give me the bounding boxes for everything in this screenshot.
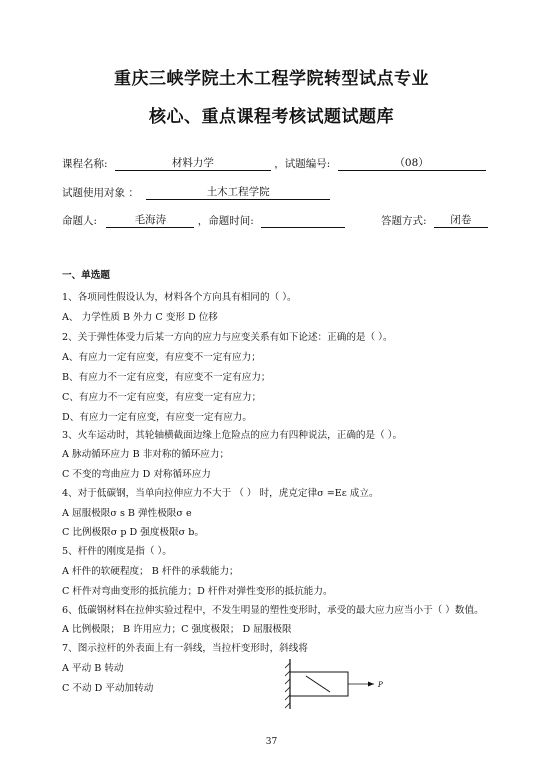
question-line: B、有应力不一定有应变，有应变不一定有应力； — [62, 372, 271, 383]
title-line-1: 重庆三峡学院土木工程学院转型试点专业 — [114, 69, 429, 89]
fixed-support — [285, 659, 290, 709]
question-line: D、有应力一定有应变，有应变一定有应力。 — [62, 412, 252, 423]
exam-no-label: ，试题编号: — [274, 158, 331, 170]
title-line-2: 核心、重点课程考核试题试题库 — [149, 107, 394, 127]
exam-no-value: （08） — [338, 157, 486, 171]
question-line: 2、关于弹性体受力后某一方向的应力与应变关系有如下论述：正确的是（ ）。 — [62, 332, 393, 343]
question-line: A 平动 B 转动 — [62, 663, 124, 674]
date-label: ，命题时间: — [197, 215, 254, 227]
course-label: 课程名称: — [62, 158, 108, 170]
question-line: C 不动 D 平动加转动 — [62, 683, 154, 694]
page-number: 37 — [265, 737, 278, 747]
mode-value: 闭卷 — [434, 214, 488, 228]
target-row — [62, 185, 330, 200]
force-label: P — [378, 681, 383, 689]
question-line: 7、图示拉杆的外表面上有一斜线，当拉杆变形时，斜线将 — [62, 643, 308, 654]
date-value — [261, 214, 345, 228]
question-line: 5、杆件的刚度是指（ ）。 — [62, 546, 172, 557]
course-row — [62, 156, 486, 171]
target-value: 土木工程学院 — [146, 186, 330, 200]
question-line: A 比例极限； B 许用应力；C 强度极限； D 屈服极限 — [62, 624, 292, 635]
mode-row — [381, 213, 488, 228]
question-line: 3、火车运动时，其轮轴横截面边缘上危险点的应力有四种说法，正确的是（ ）。 — [62, 430, 403, 441]
tension-bar-figure — [282, 655, 392, 713]
question-line: A 脉动循环应力 B 非对称的循环应力； — [62, 449, 230, 460]
question-line: A、有应力一定有应变，有应变不一定有应力； — [62, 352, 261, 363]
target-label: 试题使用对象 ： — [62, 187, 139, 199]
question-line: A、 力学性质 B 外力 C 变形 D 位移 — [62, 312, 218, 323]
arrow-head — [368, 682, 374, 687]
question-line: 4、对于低碳钢，当单向拉伸应力不大于 （ ） 时，虎克定律σ =Eε 成立。 — [62, 488, 379, 499]
bar-rect — [290, 672, 348, 696]
author-row — [62, 213, 345, 228]
course-value: 材料力学 — [115, 157, 271, 171]
question-line: C 不变的弯曲应力 D 对称循环应力 — [62, 469, 211, 480]
mode-label: 答题方式: — [381, 215, 427, 227]
question-line: A 屈服极限σ s B 弹性极限σ e — [62, 508, 192, 519]
question-line: A 杆件的软硬程度； B 杆件的承载能力； — [62, 566, 239, 577]
oblique-line — [306, 676, 330, 692]
author-label: 命题人: — [62, 215, 98, 227]
section-heading: 一、单选题 — [62, 270, 110, 281]
author-value: 毛海涛 — [106, 214, 194, 228]
question-line: 1、各项同性假设认为，材料各个方向具有相同的（ ）。 — [62, 292, 297, 303]
question-line: C、有应力不一定有应变，有应变一定有应力； — [62, 392, 262, 403]
question-line: 6、低碳钢材料在拉伸实验过程中，不发生明显的塑性变形时，承受的最大应力应当小于（ ）数值。 — [62, 605, 484, 616]
question-line: C 比例极限σ p D 强度极限σ b。 — [62, 527, 205, 538]
question-line: C 杆件对弯曲变形的抵抗能力；D 杆件对弹性变形的抵抗能力。 — [62, 586, 333, 597]
